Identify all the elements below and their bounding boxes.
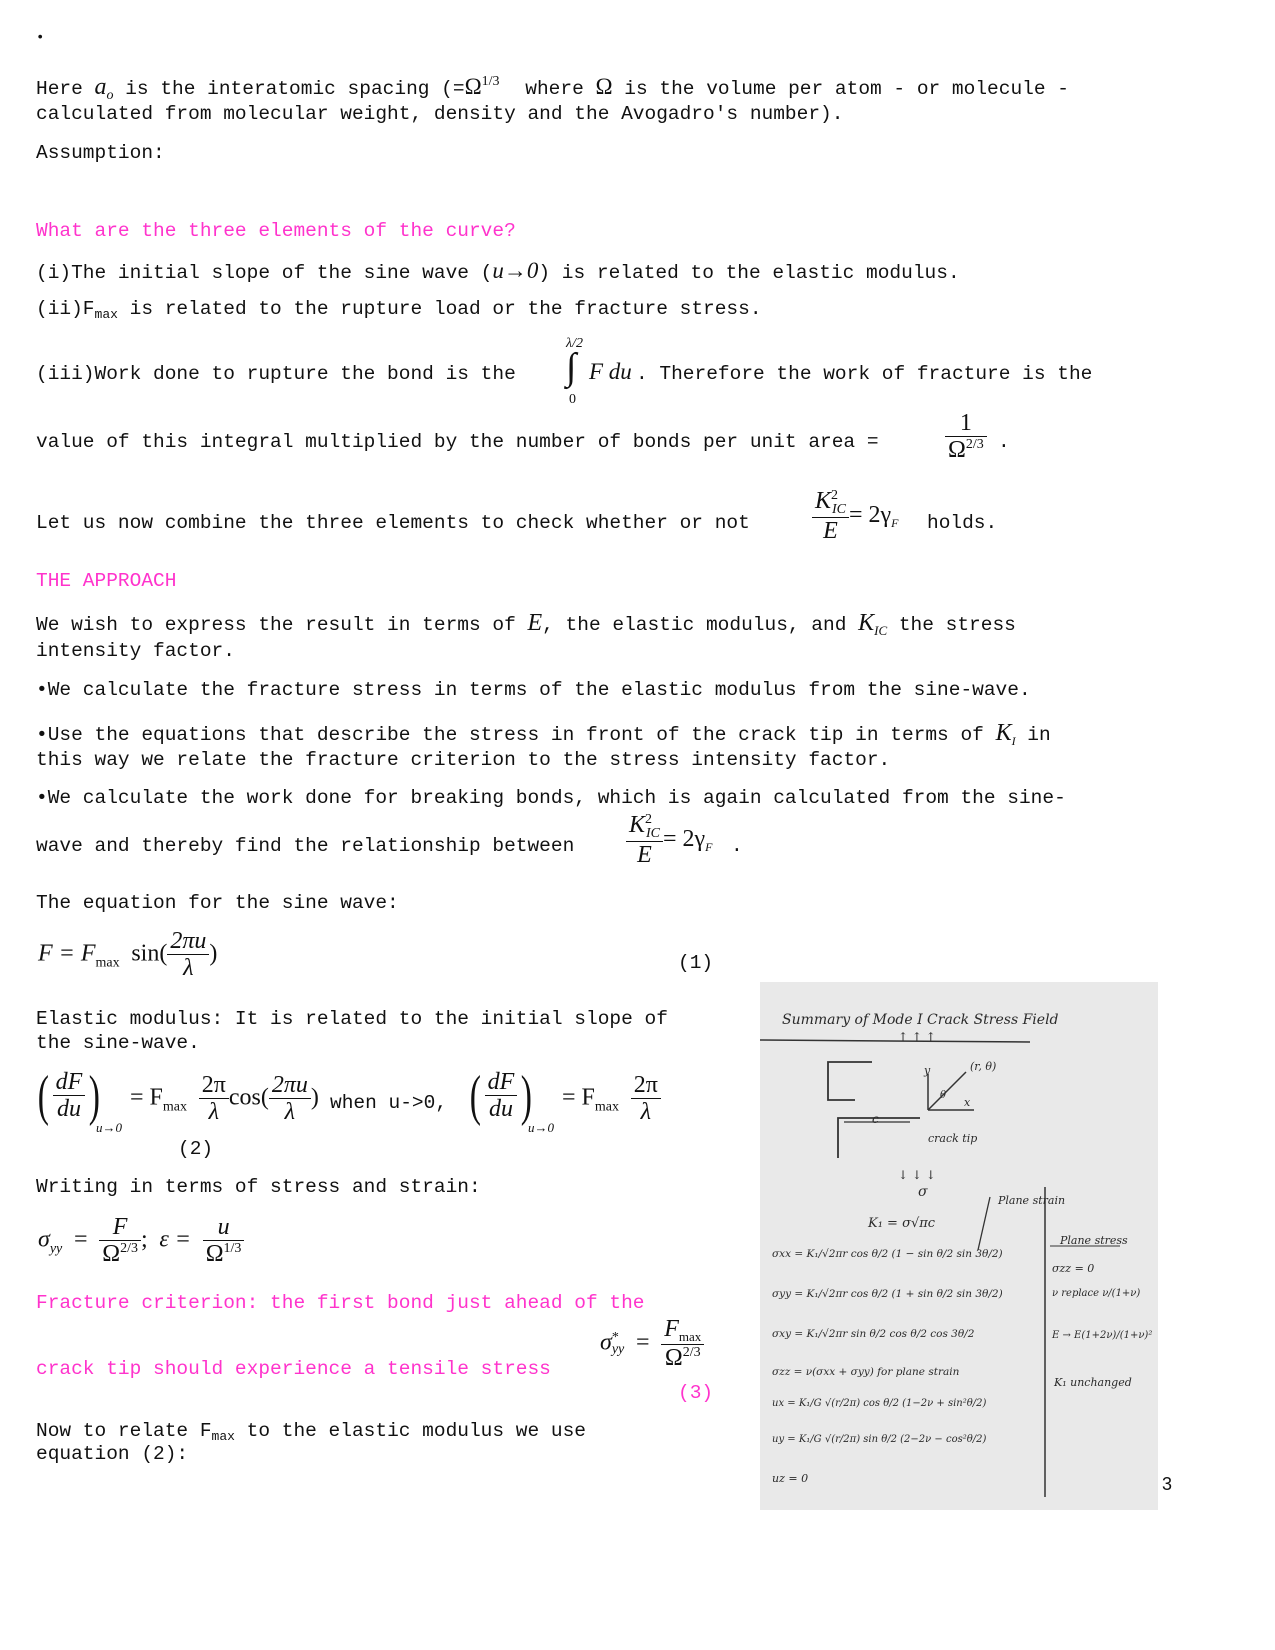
scan-ps-e: E → E(1+2ν)/(1+ν)² [1052, 1330, 1153, 1341]
combine-text: Let us now combine the three elements to check whether or not [36, 512, 750, 534]
scan-szz: σzz = ν(σxx + σyy) for plane strain [772, 1366, 960, 1378]
bonds-fraction: $\frac{1}{\Omega^{2/3}}$ [945, 410, 987, 465]
relate-line-1: Now to relate $F_{max}$ to the elastic modulus we use [36, 1420, 586, 1444]
scan-arrows-top: ↑ ↑ ↑ [898, 1030, 936, 1044]
equation-2-lhs: ( $\frac{dF}{du}$ ) [37, 1065, 101, 1127]
kic-equation: $\frac{K^2_{IC}}{E}$ = $2\gamma_F$ [812, 488, 899, 546]
approach-bullet-2: •Use the equations that describe the stress in front of the crack tip in terms of $K_I$ in [36, 720, 1051, 748]
equation-3-number: (3) [678, 1382, 714, 1404]
sine-intro: The equation for the sine wave: [36, 892, 399, 914]
element-item-3-line-2: value of this integral multiplied by the number of bonds per unit area = [36, 431, 879, 453]
equation-2-number: (2) [178, 1138, 214, 1160]
scan-plane-stress: Plane stress [1060, 1234, 1128, 1247]
scan-theta: θ [940, 1090, 947, 1101]
intro-here: Here [36, 78, 83, 100]
approach-heading: THE APPROACH [36, 570, 177, 592]
modulus-line-1: Elastic modulus: It is related to the initial slope of [36, 1008, 668, 1030]
elements-heading: What are the three elements of the curve? [36, 220, 516, 242]
approach-bullet-3-line-2: wave and thereby find the relationship between [36, 835, 575, 857]
symbol-a0: $a_o$ [94, 74, 114, 103]
equation-2-lhs-b: ( $\frac{dF}{du}$ ) [469, 1065, 533, 1127]
scan-point-label: (r, θ) [970, 1060, 997, 1073]
relate-line-2: equation (2): [36, 1443, 189, 1465]
scan-ps-szz: σzz = 0 [1052, 1262, 1095, 1275]
integral-lower-limit: 0 [569, 392, 576, 407]
scan-arrows-bottom: ↓ ↓ ↓ [898, 1168, 936, 1182]
scan-crack-tip: crack tip [928, 1132, 978, 1145]
combine-holds: holds. [927, 512, 998, 534]
scan-ps-nu: ν replace ν/(1+ν) [1052, 1288, 1141, 1299]
scan-sxy: σxy = K₁/√2πr sin θ/2 cos θ/2 cos 3θ/2 [772, 1328, 975, 1340]
criterion-line-2: crack tip should experience a tensile stress [36, 1358, 551, 1380]
approach-bullet-3: •We calculate the work done for breaking bonds, which is again calculated from the sine- [36, 787, 1066, 809]
approach-para-line-1: We wish to express the result in terms of E, the elastic modulus, and $K_{IC}$ the stress [36, 610, 1016, 638]
element-item-2: $(ii)F_{max}$ is related to the rupture load or the fracture stress. [36, 298, 762, 322]
scan-x-label: x [964, 1096, 971, 1109]
scan-ps-k: K₁ unchanged [1054, 1376, 1132, 1389]
scan-c-label: c [872, 1112, 879, 1126]
element-item-1: (i)The initial slope of the sine wave (u→0) is related to the elastic modulus. [36, 258, 960, 284]
element-item-3-cont: . Therefore the work of fracture is the [636, 363, 1093, 385]
stress-strain-equation: $\sigma_{yy}$ = $\frac{F}{\Omega^{2/3}}$ ; ε = $\frac{u}{\Omega^{1/3}}$ [38, 1214, 244, 1269]
scan-uz: uz = 0 [772, 1472, 809, 1485]
approach-bullet-2-line-2: this way we relate the fracture criterion to the stress intensity factor. [36, 749, 891, 771]
leading-bullet: • [36, 30, 45, 46]
equation-2-cond-b: u→0 [528, 1120, 554, 1135]
scan-syy: σyy = K₁/√2πr cos θ/2 (1 + sin θ/2 sin 3θ/2) [772, 1288, 1003, 1300]
kic-equation-2: $\frac{K^2_{IC}}{E}$ = $2\gamma_F$ [626, 812, 713, 870]
symbol-omega-2: Ω [595, 74, 613, 99]
intro-volume-text: is the volume per atom - or molecule - [624, 78, 1069, 100]
stress-strain-intro: Writing in terms of stress and strain: [36, 1176, 481, 1198]
equation-1: $F = F_{max}$ sin( $\frac{2\pi u}{\lambda}$ ) [38, 928, 218, 982]
scan-k1: K₁ = σ√πc [868, 1216, 936, 1231]
scan-plane-strain: Plane strain [998, 1194, 1066, 1207]
approach-dot: . [731, 835, 743, 857]
equation-3: σ * yy = $\frac{F_{max}}{\Omega^{2/3}}$ [600, 1316, 704, 1373]
criterion-line-1: Fracture criterion: the first bond just ahead of the [36, 1292, 645, 1314]
intro-line-2: calculated from molecular weight, density and the Avogadro's number). [36, 103, 844, 125]
element-item-3: (iii)Work done to rupture the bond is the [36, 363, 516, 385]
integral-sign: ∫ [566, 346, 577, 388]
equation-2-when: when u->0, [330, 1092, 448, 1114]
scan-title: Summary of Mode I Crack Stress Field [782, 1012, 1059, 1028]
equation-2-rhs: = $F_{max}$ $\frac{2\pi}{\lambda}$ cos( $\frac{2\pi u}{\lambda}$ ) [130, 1072, 319, 1126]
scan-ux: ux = K₁/G √(r/2π) cos θ/2 (1−2ν + sin²θ/2) [772, 1398, 987, 1409]
equation-1-number: (1) [678, 952, 714, 974]
bonds-dot: . [998, 431, 1010, 453]
equation-2-cond: u→0 [96, 1120, 122, 1135]
handwritten-scan [760, 982, 1158, 1510]
scan-y-label: y [924, 1064, 931, 1077]
scan-uy: uy = K₁/G √(r/2π) sin θ/2 (2−2ν − cos²θ/2) [772, 1434, 987, 1445]
assumption-label: Assumption: [36, 142, 165, 164]
approach-bullet-1: •We calculate the fracture stress in terms of the elastic modulus from the sine-wave. [36, 679, 1031, 701]
scan-sxx: σxx = K₁/√2πr cos θ/2 (1 − sin θ/2 sin 3θ/2) [772, 1248, 1003, 1260]
symbol-omega: $\Omega^{1/3}$ [464, 74, 500, 99]
integrand: F du [589, 359, 632, 384]
scan-sigma: σ [918, 1184, 928, 1200]
intro-where: where [525, 78, 584, 100]
modulus-line-2: the sine-wave. [36, 1032, 200, 1054]
integral-upper-limit: λ/2 [566, 336, 583, 351]
intro-line-1 [36, 74, 1069, 104]
page-number: 3 [1162, 1474, 1173, 1494]
intro-spacing-text: is the interatomic spacing (= [125, 78, 465, 100]
equation-2-rhs-b: = $F_{max}$ $\frac{2\pi}{\lambda}$ [562, 1072, 661, 1127]
u-to-zero: u→0 [492, 258, 539, 283]
approach-para-line-2: intensity factor. [36, 640, 235, 662]
